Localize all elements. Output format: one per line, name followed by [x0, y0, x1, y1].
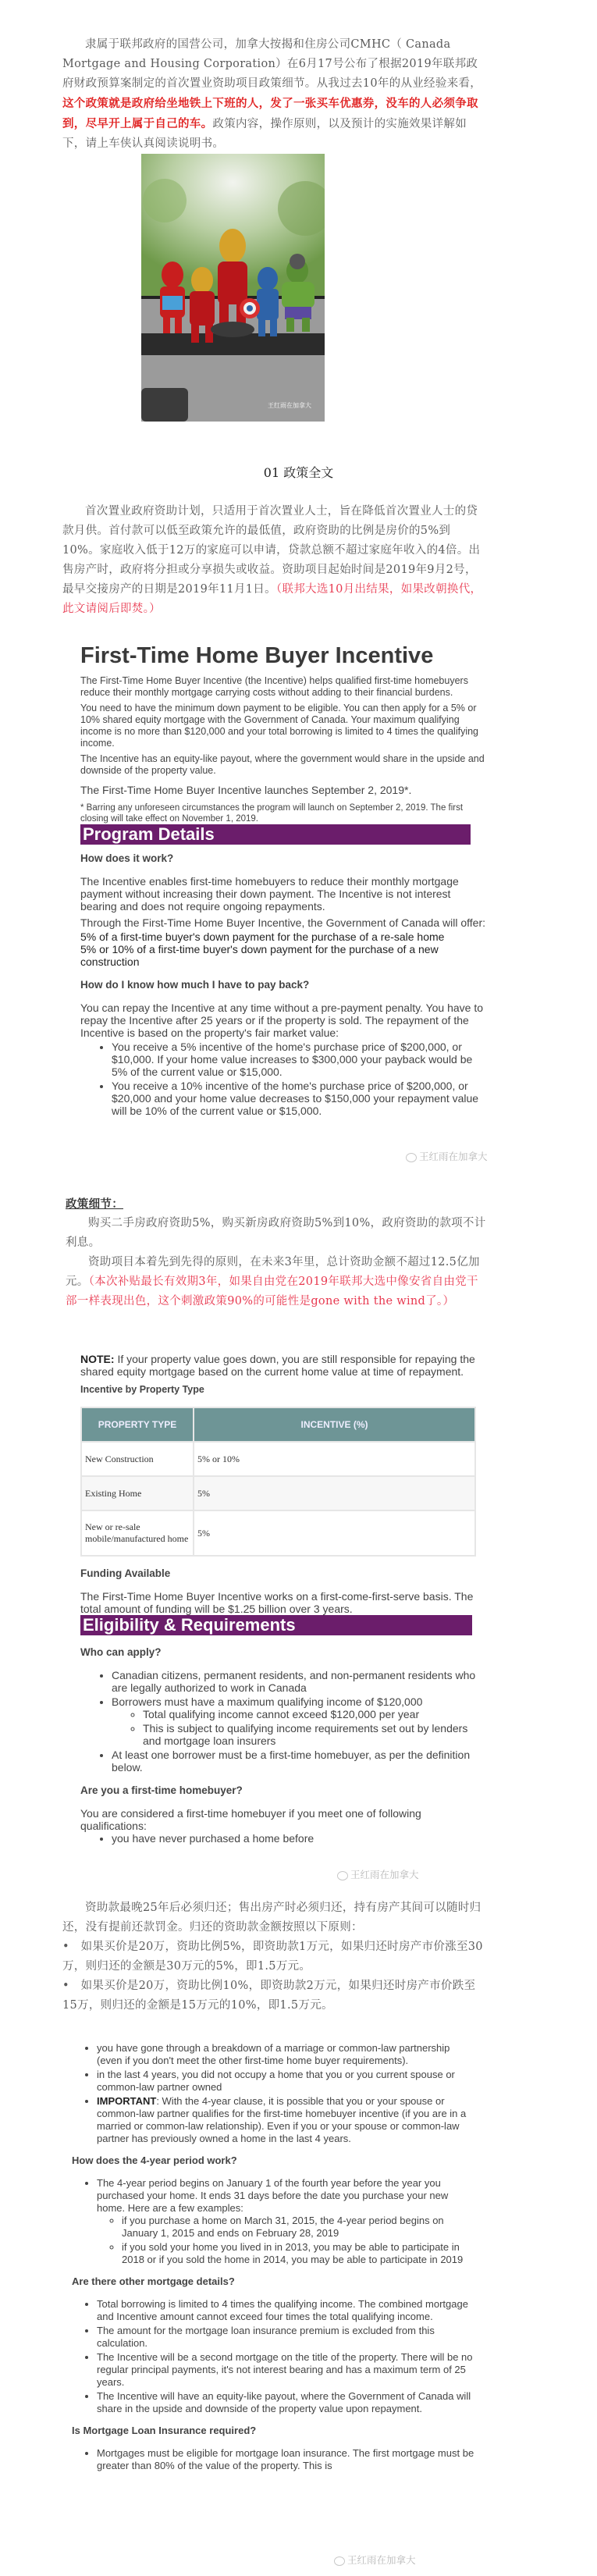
table-cell: 5% or 10% [194, 1442, 475, 1476]
table-row [81, 1442, 475, 1476]
how-it-works-text: The Incentive enables first-time homebuyers to reduce their monthly mortgage payment without increasing their down payment. The Incentive is not interest bearing and does not require ongoing repayments. [80, 875, 459, 913]
policy-details-heading: 政策细节： [66, 1197, 123, 1211]
eligibility-subitem: ◦ This is subject to qualifying income requirements set out by lenders and mortgage loan insurers [143, 1722, 486, 1747]
doc-intro-p3: The Incentive has an equity-like payout, where the government would share in the upside and downside of the property value. [80, 753, 485, 776]
table-header-row [81, 1407, 475, 1442]
note-text: If your property value goes down, you are still responsible for repaying the shared equity mortgage based on the current home value at time of repayment. [80, 1353, 475, 1378]
photo-watermark: 王红雨在加拿大 [268, 402, 311, 409]
pay-back-heading: How do I know how much I have to pay back? [80, 979, 310, 991]
program-details-bar: Program Details [80, 824, 471, 845]
doc-launch: The First-Time Home Buyer Incentive launches September 2, 2019*. [80, 784, 412, 796]
mortgage-detail: • The amount for the mortgage loan insurance premium is excluded from this calculation. [97, 2325, 478, 2350]
policy-details-note: （本次补贴最长有效期3年，如果自由党在2019年联邦大选中像安省自由党干部一样表现出色，这个刺激政策90%的可能性是gone with the wind了。） [66, 1276, 478, 1308]
table-cell: New Construction [81, 1442, 194, 1476]
pay-back-example: • You receive a 10% incentive of the home's purchase price of $200,000, or $20,000 and your home value decreases to $150,000 your repayment value will be 10% of the current value or $15,000. [112, 1080, 486, 1117]
period-example: ◦ if you sold your home you lived in in 2013, you may be able to participate in 2018 or if you sold the home in 2014, you may be able to participate in 2019 [122, 2241, 478, 2266]
table-cell: New or re-sale mobile/manufactured home [81, 1510, 194, 1556]
pay-back-text: You can repay the Incentive at any time without a pre-payment penalty. You have to repay the Incentive after 25 years or if the property is sold. The repayment of the Incentive is based on the property's fair market value: [80, 1002, 484, 1039]
important-item: • IMPORTANT: With the 4-year clause, it is possible that you or your spouse or common-law partner qualifies for the first-time homebuyer incentive (if you are in a married or common-law relationship). Even if you or your spouse or common-law partner has previously owned a home in the last 4 years. [97, 2095, 478, 2145]
avengers-figures-photo [141, 154, 325, 422]
table-cell: 5% [194, 1510, 475, 1556]
period-example: ◦ if you purchase a home on March 31, 2015, the 4-year period begins on January 1, 2015 and ends on February 28, 2019 [122, 2215, 478, 2240]
first-time-text: You are considered a first-time homebuyer if you meet one of following qualifications: [80, 1807, 421, 1832]
mortgage-detail: • Total borrowing is limited to 4 times the qualifying income. The combined mortgage and Incentive amount cannot exceed four times the total qualifying income. [97, 2298, 478, 2323]
policy-summary-text: 首次置业政府资助计划，只适用于首次置业人士，旨在降低首次置业人士的贷款月供。首付款可以低至政策允许的最低值，政府资助的比例是房价的5%到10%。家庭收入低于12万的家庭可以申请，贷款总额不超过家庭年收入的4倍。出售房产时，政府将分担或分享损失或收益。资助项目起始时间是2019年9月2号，最早交接房产的日期是2019年11月1日。 [62, 505, 481, 596]
wechat-icon [334, 2556, 345, 2566]
table-header: INCENTIVE (%) [194, 1407, 475, 1442]
intro-text-end: 政策内容，操作原则，以及预计的实施效果详解如下，请上车侠认真阅读说明书。 [62, 118, 467, 150]
watermark: 王红雨在加拿大 [406, 1149, 488, 1163]
intro-highlight: 这个政策就是政府给坐地铁上下班的人，发了一张买车优惠券，没车的人必须争取到，尽早开上属于自己的车。 [62, 97, 478, 130]
mortgage-detail: • The Incentive will be a second mortgage on the title of the property. There will be no regular principal payments, it's not interest bearing and has a maximum term of 25 years. [97, 2351, 478, 2389]
eligibility-item: • Canadian citizens, permanent residents, and non-permanent residents who are legally authorized to work in Canada [112, 1669, 486, 1694]
intro-text: 隶属于联邦政府的国营公司，加拿大按揭和住房公司CMHC（ Canada Mortgage and Housing Corporation）在6月17号公布了根据2019年联邦政府财政预算案制定的首次置业资助项目政策细节。从我过去10年的从业经验来看， [62, 38, 482, 90]
doc-footnote: * Barring any unforeseen circumstances the program will launch on September 2, 2019. The first closing will take effect on November 1, 2019. [80, 803, 464, 824]
incentive-table [80, 1407, 476, 1557]
policy-summary [62, 502, 484, 619]
how-it-works-heading: How does it work? [80, 852, 174, 864]
pay-back-example: • You receive a 5% incentive of the home's purchase price of $200,000, or $10,000. If your home value increases to $300,000 your payback would be 5% of the current value or $15,000. [112, 1041, 486, 1078]
pay-back-examples [80, 1041, 486, 1117]
table-row [81, 1510, 475, 1556]
incentive-document-excerpt-1 [80, 642, 486, 1119]
through-text: Through the First-Time Home Buyer Incentive, the Government of Canada will offer: [80, 916, 486, 929]
first-time-heading: Are you a first-time homebuyer? [80, 1784, 243, 1796]
policy-details-p2: 资助项目本着先到先得的原则，在未来3年里，总计资助金额不超过12.5亿加元。 [66, 1256, 480, 1288]
table-cell: Existing Home [81, 1476, 194, 1510]
intro-paragraph [62, 35, 484, 154]
period-heading: How does the 4-year period work? [72, 2154, 237, 2166]
watermark: 王红雨在加拿大 [334, 2553, 416, 2567]
funding-text: The First-Time Home Buyer Incentive works on a first-come-first-serve basis. The total amount of funding will be $1.25 billion over 3 years. [80, 1590, 474, 1615]
table-cell: 5% [194, 1476, 475, 1510]
repayment-example: • 如果买价是20万，资助比例10%，即资助款2万元，如果归还时房产市价跌至15万，则归还的金额是15万元的10%，即1.5万元。 [62, 1980, 476, 2012]
policy-summary-note: （联邦大选10月出结果，如果改朝换代，此文请阅后即焚。） [62, 583, 482, 615]
who-can-apply-list [80, 1669, 486, 1774]
note-label: NOTE: [80, 1353, 115, 1365]
incentive-document-excerpt-3 [72, 2042, 478, 2474]
eligibility-subitem: ◦ Total qualifying income cannot exceed $120,000 per year [143, 1708, 486, 1720]
mortgage-detail: • The Incentive will have an equity-like payout, where the Government of Canada will share in the upside and downside of the property value upon repayment. [97, 2390, 478, 2415]
who-can-apply-heading: Who can apply? [80, 1646, 162, 1658]
doc-intro-p1: The First-Time Home Buyer Incentive (the Incentive) helps qualified first-time homebuyers reduce their monthly mortgage carrying costs without adding to their financial burdens. [80, 675, 468, 698]
eligibility-item: • Borrowers must have a maximum qualifying income of $120,000 ◦ Total qualifying income cannot exceed $120,000 per year ◦ This is subject to qualifying income requirements set out by lenders and mortgage loan insurers [112, 1695, 486, 1747]
repayment-rules [62, 1898, 484, 2016]
offer-new-construction: 5% or 10% of a first-time buyer's down payment for the purchase of a new construction [80, 943, 439, 968]
first-time-item: • you have gone through a breakdown of a marriage or common-law partnership (even if you don't meet the other first-time home buyer requirements). [97, 2042, 478, 2067]
other-details-heading: Are there other mortgage details? [72, 2275, 235, 2287]
doc-intro-p2: You need to have the minimum down payment to be eligible. You can then apply for a 5% or 10% shared equity mortgage with the Government of Canada. Your maximum qualifying income is no more than $120,000 and your total borrowing is limited to 4 times the qualifying income. [80, 703, 479, 749]
offer-resale: 5% of a first-time buyer's down payment for the purchase of a re-sale home [80, 930, 445, 943]
insurance-item: • Mortgages must be eligible for mortgage loan insurance. The first mortgage must be greater than 80% of the value of the property. This is [97, 2447, 478, 2472]
insurance-heading: Is Mortgage Loan Insurance required? [72, 2425, 257, 2436]
doc-title: First-Time Home Buyer Incentive [80, 643, 434, 668]
funding-heading: Funding Available [80, 1567, 171, 1579]
eligibility-item: • At least one borrower must be a first-time homebuyer, as per the definition below. [112, 1749, 486, 1774]
table-title: Incentive by Property Type [80, 1384, 204, 1395]
table-row [81, 1476, 475, 1510]
table-header: PROPERTY TYPE [81, 1407, 194, 1442]
section-title: 01 政策全文 [263, 465, 334, 480]
period-item: • The 4-year period begins on January 1 of the fourth year before the year you purchased your home. It ends 31 days before the date you purchase your new home. Here are a few examples: ◦ if you purchase a home on March 31, 2015, the 4-year period begins on January 1, 2015 and ends on February 28, 2019 ◦ if you sold your home you lived in in 2013, you may be able to participate in 2018 or if you sold the home in 2014, you may be able to participate in 2019 [97, 2177, 478, 2266]
wechat-icon [337, 1871, 348, 1880]
first-time-item: • you have never purchased a home before [112, 1832, 486, 1845]
first-time-item: • in the last 4 years, you did not occupy a home that you or you current spouse or common-law partner owned [97, 2069, 478, 2094]
eligibility-bar: Eligibility & Requirements [80, 1615, 472, 1635]
wechat-icon [406, 1153, 417, 1162]
incentive-document-excerpt-2 [80, 1353, 486, 1846]
repayment-example: • 如果买价是20万，资助比例5%，即资助款1万元，如果归还时房产市价涨至30万，则归还的金额是30万元的5%，即1.5万元。 [62, 1941, 483, 1973]
policy-details-p1: 购买二手房政府资助5%，购买新房政府资助5%到10%，政府资助的款项不计利息。 [66, 1217, 486, 1249]
policy-details [66, 1194, 487, 1311]
watermark: 王红雨在加拿大 [337, 1867, 419, 1881]
repayment-text: 资助款最晚25年后必须归还；售出房产时必须归还，持有房产其间可以随时归还，没有提前还款罚金。归还的资助款金额按照以下原则： [62, 1902, 482, 1934]
